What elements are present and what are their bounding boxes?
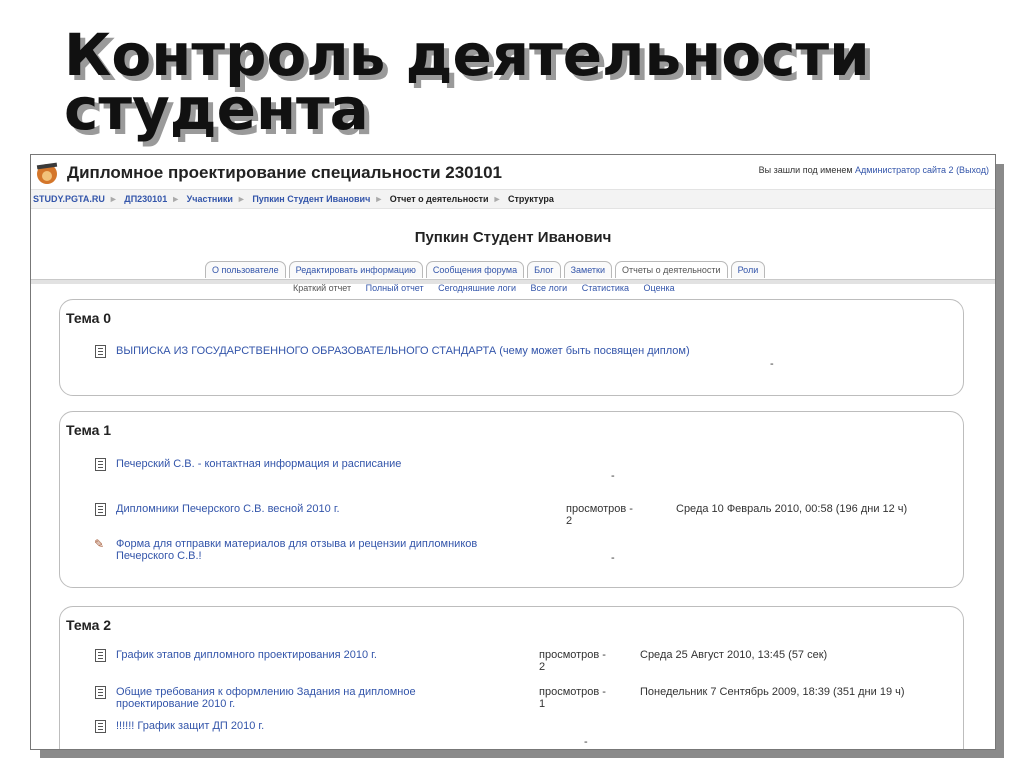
last-access: - xyxy=(611,552,615,564)
text-document-icon xyxy=(94,503,106,515)
forum-icon: ✎ xyxy=(94,537,105,551)
subtab-todays-logs[interactable]: Сегодняшние логи xyxy=(438,283,516,293)
view-count: просмотров - 1 xyxy=(539,686,606,710)
activity-link[interactable]: ВЫПИСКА ИЗ ГОСУДАРСТВЕННОГО ОБРАЗОВАТЕЛЬНОГО СТАНДАРТА (чему может быть посвящен диплом) xyxy=(116,345,690,357)
text-document-icon xyxy=(94,720,106,732)
subtab-outline-report[interactable]: Краткий отчет xyxy=(293,283,352,293)
activity-link[interactable]: Печерский С.В. - контактная информация и расписание xyxy=(116,458,402,470)
section-title: Тема 2 xyxy=(66,617,112,633)
last-access: Среда 10 Февраль 2010, 00:58 (196 дни 12 ч) xyxy=(676,503,908,515)
breadcrumb-item[interactable]: Участники xyxy=(186,194,233,204)
subtab-grade[interactable]: Оценка xyxy=(643,283,675,293)
activity-link[interactable]: График этапов дипломного проектирования 2010 г. xyxy=(116,649,377,661)
text-document-icon xyxy=(94,345,106,357)
activity-row xyxy=(94,503,954,529)
profile-tabs xyxy=(205,261,768,279)
report-subtabs xyxy=(293,283,687,293)
topic-section xyxy=(59,411,964,588)
login-info: Вы зашли под именем Администратор сайта 2 (Выход) xyxy=(758,165,989,175)
last-access: - xyxy=(611,470,615,482)
breadcrumb-item[interactable]: ДП230101 xyxy=(124,194,168,204)
moodle-screenshot xyxy=(30,154,996,750)
breadcrumb-current: Структура xyxy=(508,194,554,204)
activity-row xyxy=(94,686,954,714)
activity-row xyxy=(94,649,954,675)
text-document-icon xyxy=(94,686,106,698)
activity-row xyxy=(94,720,954,748)
activity-row xyxy=(94,458,954,482)
last-access: - xyxy=(770,358,774,370)
view-count: просмотров - 2 xyxy=(566,503,633,527)
subtab-statistics[interactable]: Статистика xyxy=(581,283,629,293)
breadcrumb-item[interactable]: Пупкин Студент Иванович xyxy=(252,194,371,204)
slide-title: Контроль деятельности студента xyxy=(64,21,870,143)
activity-link[interactable]: !!!!!! График защит ДП 2010 г. xyxy=(116,720,265,732)
view-count: просмотров - 2 xyxy=(539,649,606,673)
activity-row xyxy=(94,345,954,375)
last-access: - xyxy=(584,736,588,748)
tab-roles[interactable]: Роли xyxy=(731,261,766,278)
activity-link[interactable]: Форма для отправки материалов для отзыва и рецензии дипломников Печерского С.В.! xyxy=(116,538,478,562)
activity-row xyxy=(94,538,954,566)
text-document-icon xyxy=(94,458,106,470)
tab-notes[interactable]: Заметки xyxy=(564,261,612,278)
breadcrumb: STUDY.PGTA.RU ► ДП230101 ► Участники ► Пупкин Студент Иванович ► Отчет о деятельности ► Структура xyxy=(31,189,995,209)
topic-section xyxy=(59,299,964,396)
last-access: Понедельник 7 Сентябрь 2009, 18:39 (351 дни 19 ч) xyxy=(640,686,905,698)
subtab-complete-report[interactable]: Полный отчет xyxy=(365,283,424,293)
activity-link[interactable]: Общие требования к оформлению Задания на дипломное проектирование 2010 г. xyxy=(116,686,416,710)
breadcrumb-item[interactable]: Отчет о деятельности xyxy=(389,194,489,204)
tab-edit-profile[interactable]: Редактировать информацию xyxy=(289,261,423,278)
breadcrumb-item[interactable]: STUDY.PGTA.RU xyxy=(33,194,105,204)
site-title: Дипломное проектирование специальности 230101 xyxy=(67,163,502,182)
moodle-logo-icon xyxy=(34,159,60,185)
tab-forum-posts[interactable]: Сообщения форума xyxy=(426,261,524,278)
tab-activity-reports[interactable]: Отчеты о деятельности xyxy=(615,261,728,278)
logout-link[interactable]: (Выход) xyxy=(956,165,989,175)
topic-section xyxy=(59,606,964,750)
tab-blog[interactable]: Блог xyxy=(527,261,560,278)
subtab-all-logs[interactable]: Все логи xyxy=(530,283,568,293)
section-title: Тема 0 xyxy=(66,310,112,326)
page-title: Пупкин Студент Иванович xyxy=(414,229,612,246)
text-document-icon xyxy=(94,649,106,661)
login-user-link[interactable]: Администратор сайта 2 xyxy=(855,165,954,175)
last-access: Среда 25 Август 2010, 13:45 (57 сек) xyxy=(640,649,828,661)
tab-profile[interactable]: О пользователе xyxy=(205,261,286,278)
section-title: Тема 1 xyxy=(66,422,112,438)
activity-link[interactable]: Дипломники Печерского С.В. весной 2010 г. xyxy=(116,503,340,515)
